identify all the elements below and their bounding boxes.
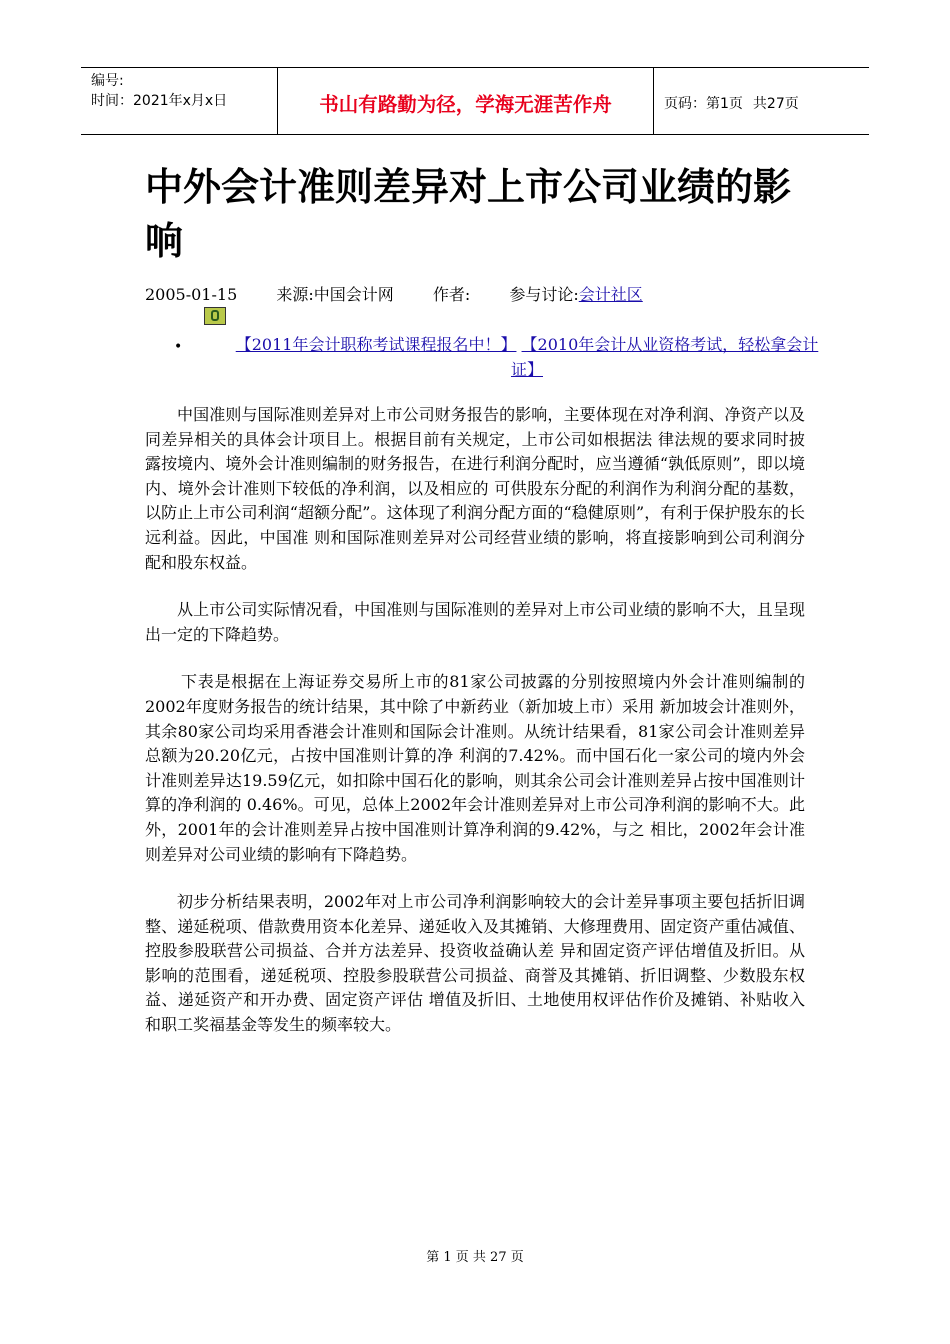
paragraph: 中国准则与国际准则差异对上市公司财务报告的影响，主要体现在对净利润、净资产以及同差异相关的具体会计项目上。根据目前有关规定，上市公司如根据法 律法规的要求同时披露按境内、境外会计准则编制的财务报告，在进行利润分配时，应当遵循“孰低原则”，即以境内、境外会计准则下较低的净利润，以及相应的 可供股东分配的利润作为利润分配的基数，以防止上市公司利润“超额分配”。这体现了利润分配方面的“稳健原则”，有利于保护股东的长远利益。因此，中国准 则和国际准则差异对公司经营业绩的影响，将直接影响到公司利润分配和股东权益。 bbox=[145, 405, 805, 572]
discuss-label: 参与讨论: bbox=[509, 285, 579, 304]
page-footer: 第 1 页 共 27 页 bbox=[426, 1250, 524, 1265]
header-motto: 书山有路勤为径，学海无涯苦作舟 bbox=[278, 68, 654, 134]
article-author: 作者: bbox=[432, 285, 471, 304]
total-pages-label: 共27页 bbox=[752, 96, 799, 112]
promo-links bbox=[230, 332, 824, 382]
article-meta bbox=[145, 284, 845, 306]
paragraph: 下表是根据在上海证券交易所上市的81家公司披露的分别按照境内外会计准则编制的2002年度财务报告的统计结果，其中除了中新药业（新加坡上市）采用 新加坡会计准则外，其余80家公司均采用香港会计准则和国际会计准则。从统计结果看，81家公司会计准则差异总额为20.20亿元，占按中国准则计算的净 利润的7.42%。而中国石化一家公司的境内外会计准则差异达19.59亿元，如扣除中国石化的影响，则其余公司会计准则差异占按中国准则计算的净利润的 0.46%。可见，总体上2002年会计准则差异对上市公司净利润的影响不大。此外，2001年的会计准则差异占按中国准则计算净利润的9.42%，与之 相比，2002年会计准则差异对公司业绩的影响有下降趋势。 bbox=[145, 672, 805, 864]
discuss-link[interactable]: 会计社区 bbox=[578, 285, 643, 304]
promo-link-cert-exam[interactable]: 【2010年会计从业资格考试，轻松拿会计证】 bbox=[510, 335, 819, 379]
article-body bbox=[145, 403, 805, 1061]
paragraph: 从上市公司实际情况看，中国准则与国际准则的差异对上市公司业绩的影响不大，且呈现出一定的下降趋势。 bbox=[145, 600, 805, 644]
time-label: 时间：2021年x月x日 bbox=[91, 93, 228, 109]
header-info bbox=[81, 68, 278, 134]
article-date: 2005-01-15 bbox=[145, 285, 238, 304]
article-source: 来源:中国会计网 bbox=[276, 285, 394, 304]
paragraph: 初步分析结果表明，2002年对上市公司净利润影响较大的会计差异事项主要包括折旧调整、递延税项、借款费用资本化差异、递延收入及其摊销、大修理费用、固定资产重估减值、控股参股联营公司损益、合并方法差异、投资收益确认差 异和固定资产评估增值及折旧。从影响的范围看，递延税项、控股参股联营公司损益、商誉及其摊销、折旧调整、少数股东权益、递延资产和开办费、固定资产评估 增值及折旧、土地使用权评估作价及摊销、补贴收入和职工奖福基金等发生的频率较大。 bbox=[145, 892, 805, 1035]
forum-icon[interactable] bbox=[204, 307, 226, 325]
article-title: 中外会计准则差异对上市公司业绩的影响 bbox=[145, 165, 792, 263]
header-page-info bbox=[654, 68, 869, 134]
number-label: 编号: bbox=[91, 73, 124, 89]
promo-link-title-exam[interactable]: 【2011年会计职称考试课程报名中！】 bbox=[235, 335, 517, 354]
bullet-icon: • bbox=[174, 339, 183, 355]
page-header bbox=[81, 67, 869, 135]
page-label: 页码：第1页 bbox=[664, 96, 743, 112]
